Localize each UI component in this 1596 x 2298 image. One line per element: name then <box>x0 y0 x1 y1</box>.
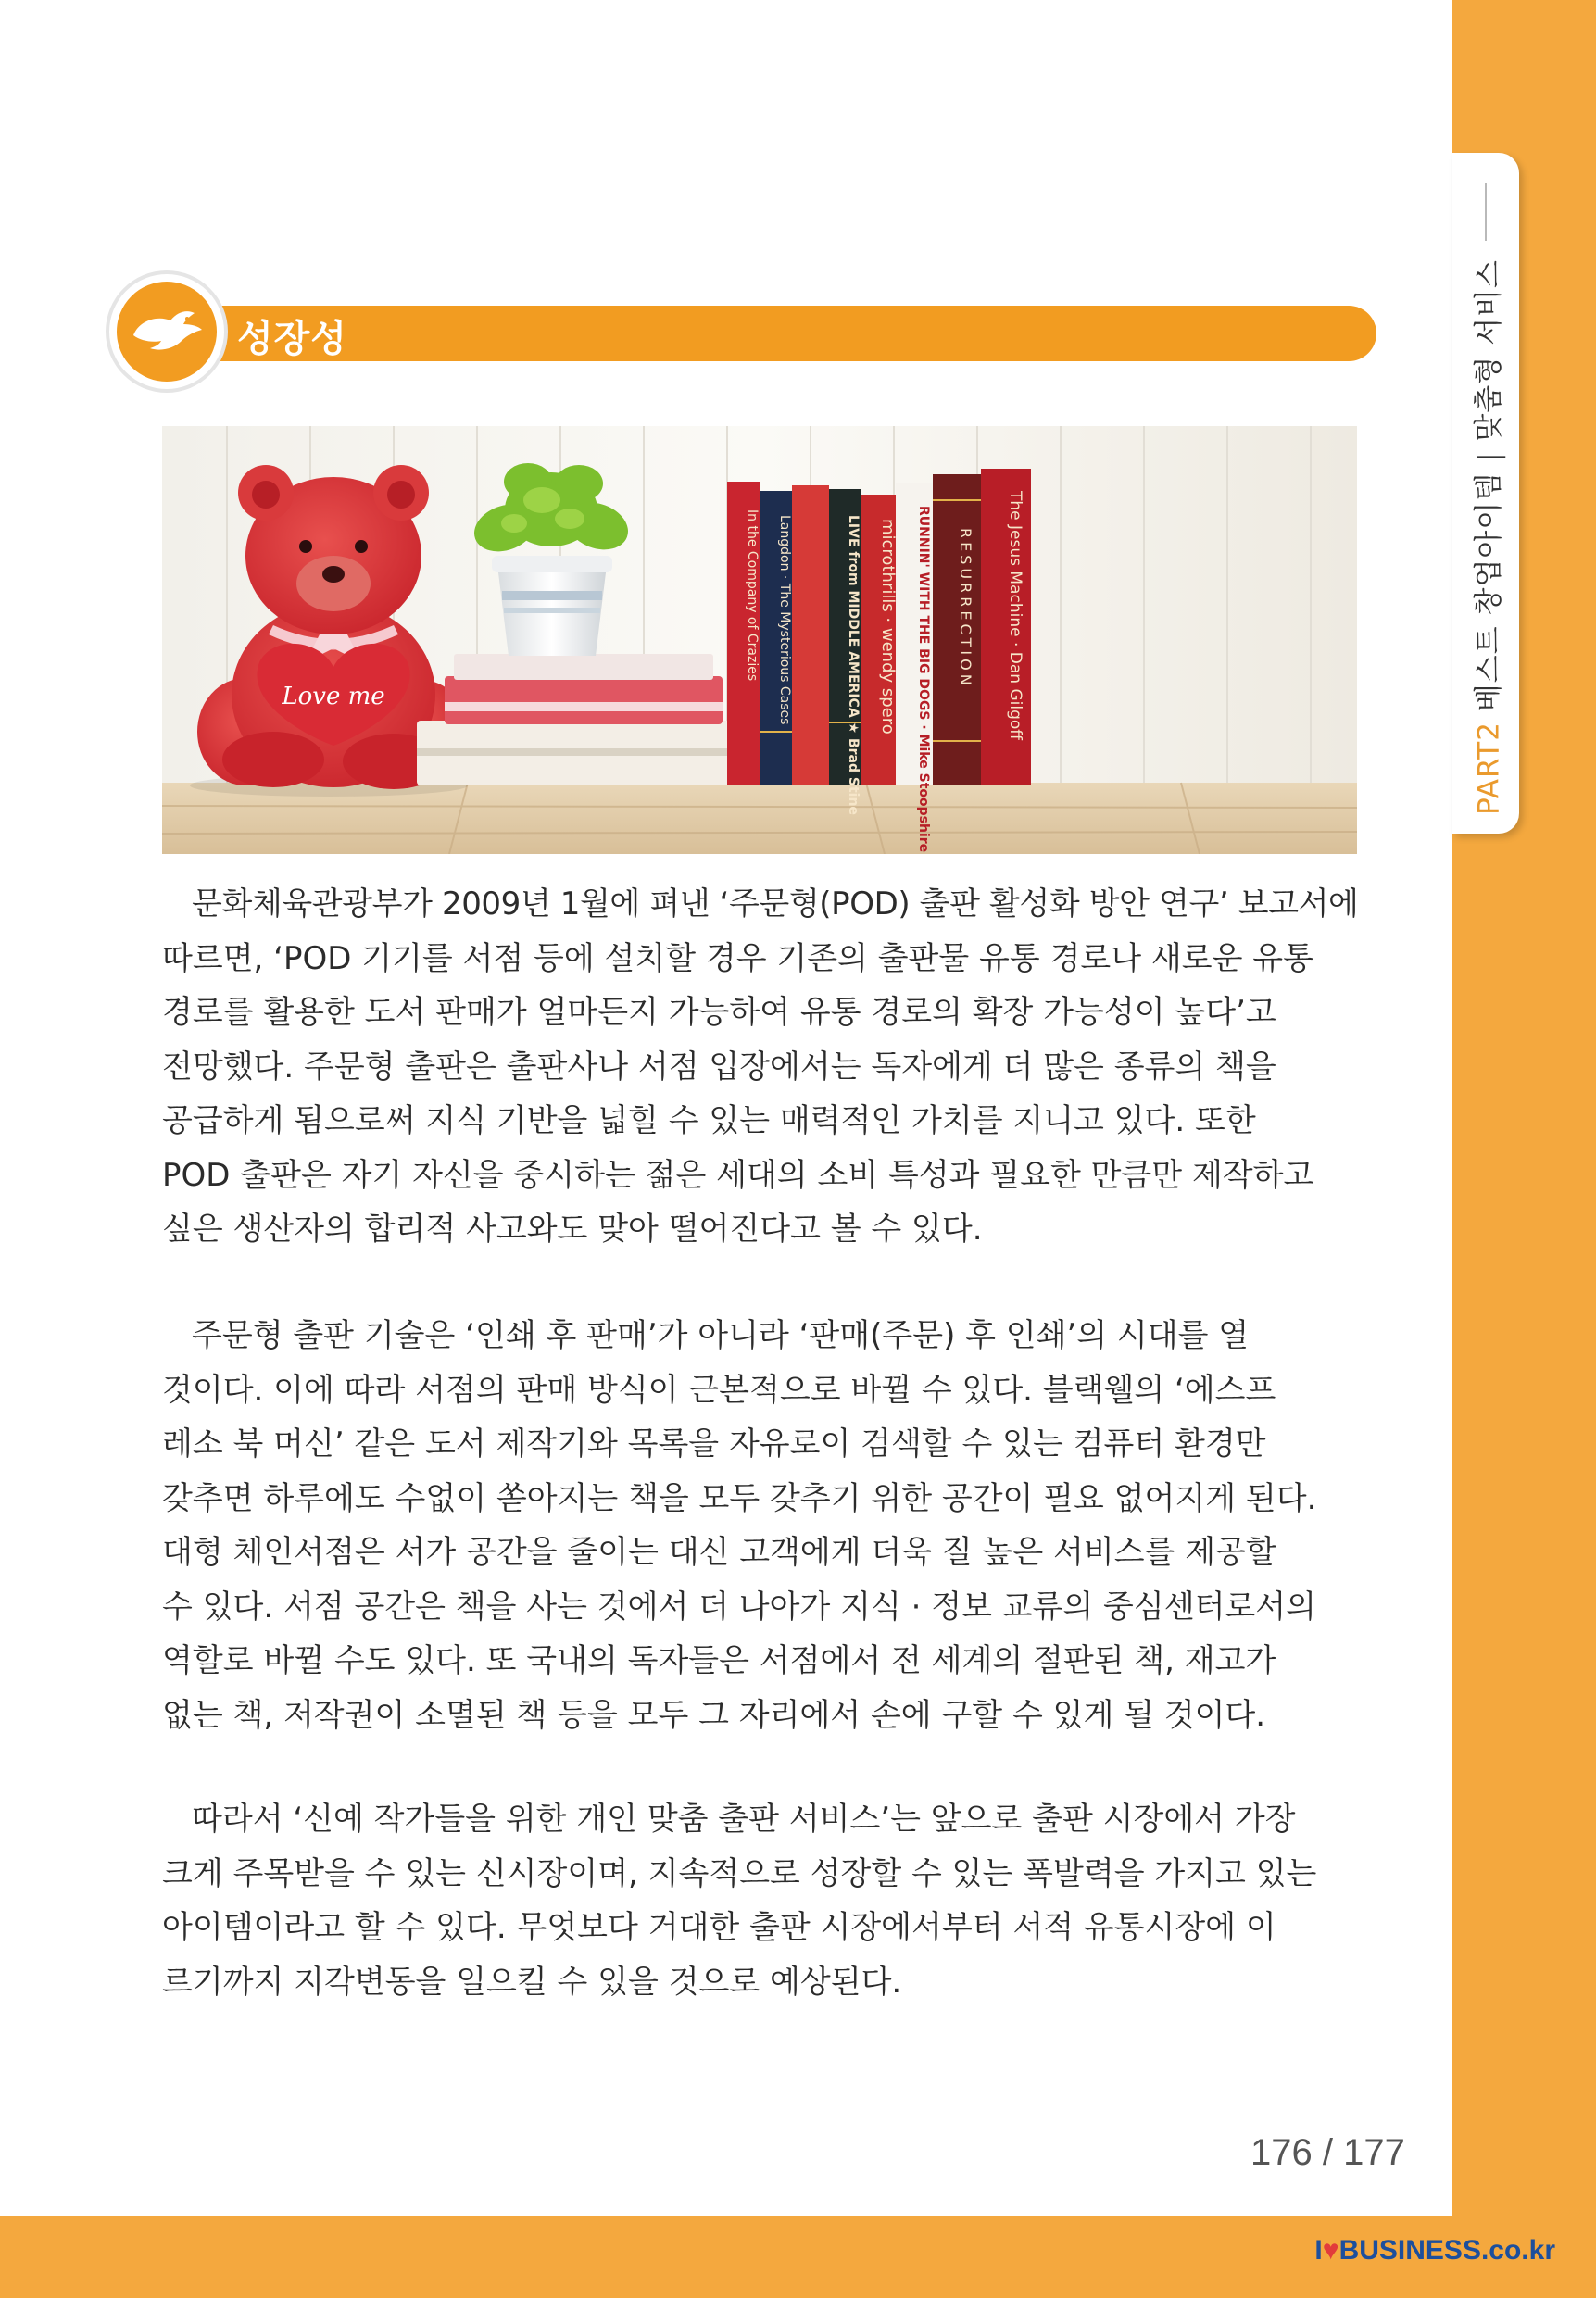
text-line: 전망했다. 주문형 출판은 출판사나 서점 입장에서는 독자에게 더 많은 종류의 책을 <box>162 1048 1276 1086</box>
book-spine-title: Langdon · The Mysterious Cases <box>777 515 792 725</box>
book-spine-title: The Jesus Machine · Dan Gilgoff <box>1006 491 1024 740</box>
brand-suffix: .co.kr <box>1480 2235 1555 2266</box>
text-line: 따르면, ‘POD 기기를 서점 등에 설치할 경우 기존의 출판물 유통 경로나 새로운 유통 <box>162 939 1313 977</box>
text-line: 없는 책, 저작권이 소멸된 책 등을 모두 그 자리에서 손에 구할 수 있게 될 것이다. <box>162 1696 1266 1734</box>
body-paragraph-1 <box>162 877 1359 1257</box>
brand-logo <box>1314 2235 1555 2267</box>
book-spine-title: RUNNIN' WITH THE BIG DOGS · Mike Stoopshire <box>916 506 931 853</box>
text-line: 공급하게 됨으로써 지식 기반을 넓힐 수 있는 매력적인 가치를 지니고 있다. 또한 <box>162 1102 1256 1139</box>
text-line: 따라서 ‘신예 작가들을 위한 개인 맞춤 출판 서비스’는 앞으로 출판 시장에서 가장 <box>192 1801 1296 1838</box>
text-line: 경로를 활용한 도서 판매가 얼마든지 가능하여 유통 경로의 확장 가능성이 높다’고 <box>162 994 1276 1031</box>
chapter-title-text: 베스트 창업아이템 | 맞춤형 서비스 <box>1472 259 1506 722</box>
brand-name: BUSINESS <box>1338 2235 1481 2266</box>
section-photo <box>162 426 1357 854</box>
text-line: 싶은 생산자의 합리적 사고와도 맞아 떨어진다고 볼 수 있다. <box>162 1211 983 1248</box>
brand-prefix: I <box>1314 2235 1323 2266</box>
text-line: 레소 북 머신’ 같은 도서 제작기와 목록을 자유로이 검색할 수 있는 컴퓨터 환경만 <box>162 1425 1266 1463</box>
chapter-title <box>1465 259 1507 815</box>
text-line: 역할로 바뀔 수도 있다. 또 국내의 독자들은 서점에서 전 세계의 절판된 책, 재고가 <box>162 1642 1276 1679</box>
text-line: 문화체육관광부가 2009년 1월에 펴낸 ‘주문형(POD) 출판 활성화 방안 연구’ 보고서에 <box>192 885 1359 923</box>
book-spine-title: RESURRECTION <box>957 528 974 689</box>
text-line: 아이템이라고 할 수 있다. 무엇보다 거대한 출판 시장에서부터 서적 유통시장에 이 <box>162 1909 1276 1946</box>
text-line: 갖추면 하루에도 수없이 쏟아지는 책을 모두 갖추기 위한 공간이 필요 없어지게 된다. <box>162 1479 1317 1517</box>
text-line: 것이다. 이에 따라 서점의 판매 방식이 근본적으로 바뀔 수 있다. 블랙웰의 ‘에스프 <box>162 1371 1276 1409</box>
book-spine-title: In the Company of Crazies <box>745 509 760 682</box>
text-line: 크게 주목받을 수 있는 신시장이며, 지속적으로 성장할 수 있는 폭발력을 가지고 있는 <box>162 1854 1317 1892</box>
bear-heart-text: Love me <box>282 683 385 710</box>
book-spine-title: microthrills · wendy spero <box>878 519 898 735</box>
text-line: 수 있다. 서점 공간은 책을 사는 것에서 더 나아가 지식 · 정보 교류의 중심센터로서의 <box>162 1588 1316 1626</box>
page-number: 176 / 177 <box>1250 2132 1405 2173</box>
text-line: 르기까지 지각변동을 일으킬 수 있을 것으로 예상된다. <box>162 1963 902 2001</box>
bird-icon <box>130 308 204 356</box>
text-line: 주문형 출판 기술은 ‘인쇄 후 판매’가 아니라 ‘판매(주문) 후 인쇄’의 시대를 열 <box>192 1317 1250 1354</box>
book-spine-title: LIVE from MIDDLE AMERICA ★ Brad Stine <box>846 515 861 815</box>
heart-icon: ♥ <box>1322 2235 1339 2266</box>
section-heading-title: 성장성 <box>237 318 347 360</box>
body-paragraph-2 <box>162 1309 1359 1742</box>
photo-illustration <box>162 426 1357 854</box>
book-stack <box>417 654 732 785</box>
body-paragraph-3 <box>162 1792 1359 2009</box>
chapter-part-label: PART2 <box>1472 722 1506 815</box>
chapter-tab-divider <box>1485 183 1487 241</box>
text-line: POD 출판은 자기 자신을 중시하는 젊은 세대의 소비 특성과 필요한 만큼만 제작하고 <box>162 1156 1314 1194</box>
text-line: 대형 체인서점은 서가 공간을 줄이는 대신 고객에게 더욱 질 높은 서비스를 제공할 <box>162 1534 1276 1571</box>
section-heading-badge <box>109 274 224 389</box>
